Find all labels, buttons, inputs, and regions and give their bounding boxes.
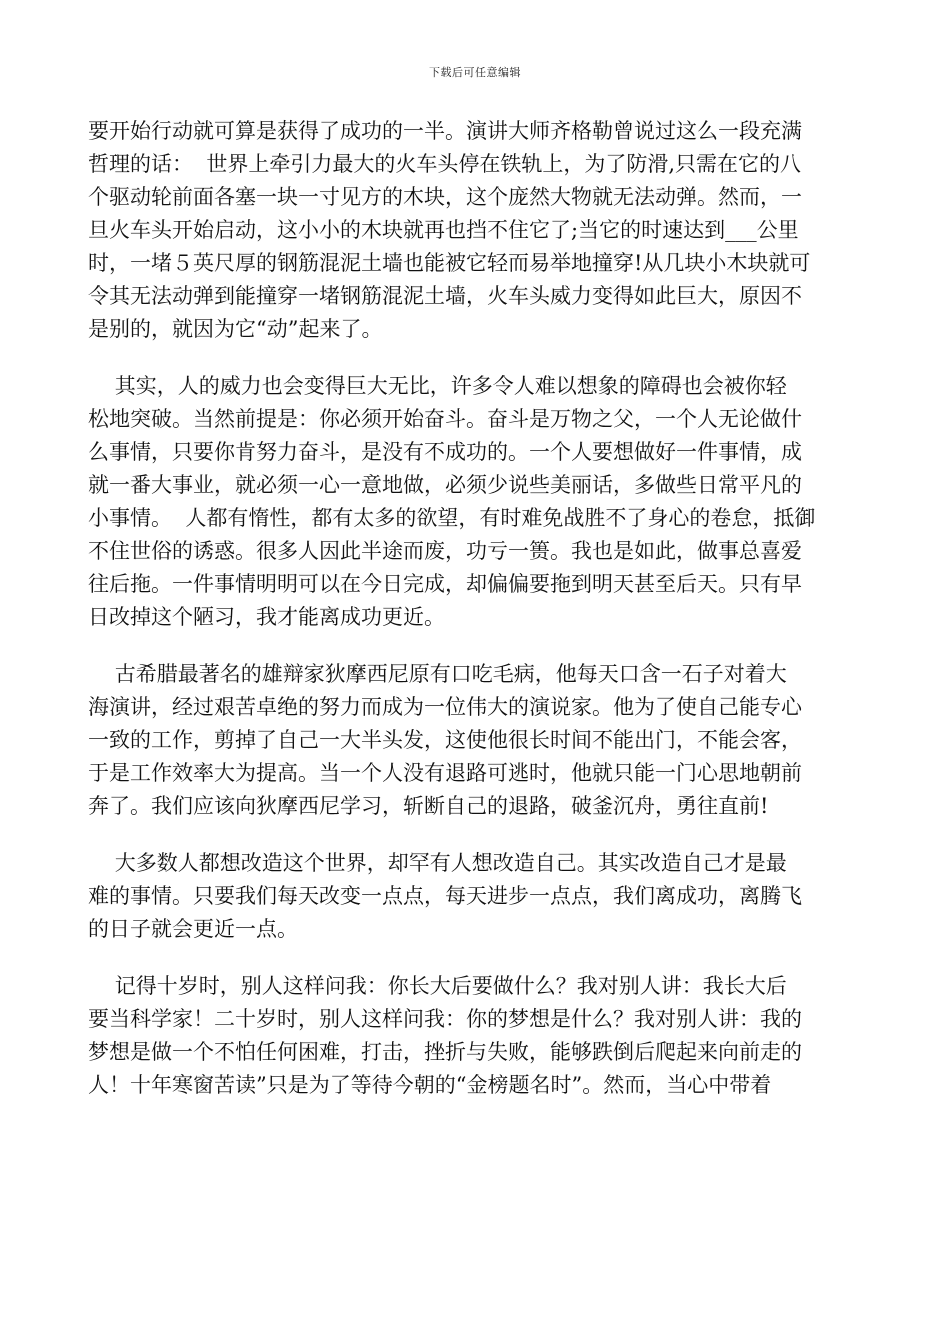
text-line: 奔了。我们应该向狄摩西尼学习，斩断自己的退路，破釜沉舟，勇往直前! [88, 794, 769, 818]
paragraph [88, 115, 860, 346]
text-line: 其实，人的威力也会变得巨大无比，许多令人难以想象的障碍也会被你轻 [88, 374, 787, 398]
page-header: 下载后可任意编辑 [429, 66, 521, 79]
text-line: 要开始行动就可算是获得了成功的一半。演讲大师齐格勒曾说过这么一段充满 [88, 119, 802, 143]
text-line: 就一番大事业，就必须一心一意地做，必须少说些美丽话，多做些日常平凡的 [88, 473, 802, 497]
text-line: 海演讲，经过艰苦卓绝的努力而成为一位伟大的演说家。他为了使自己能专心 [88, 695, 802, 719]
text-line: 时，一堵５英尺厚的钢筋混泥土墙也能被它轻而易举地撞穿!从几块小木块就可 [88, 251, 811, 275]
text-line: 人！十年寒窗苦读”只是为了等待今朝的“金榜题名时”。然而，当心中带着 [88, 1073, 772, 1097]
text-line: 松地突破。当然前提是：你必须开始奋斗。奋斗是万物之父，一个人无论做什 [88, 407, 802, 431]
paragraph [88, 658, 860, 823]
text-line: 哲理的话： 世界上牵引力最大的火车头停在铁轨上，为了防滑,只需在它的八 [88, 152, 802, 176]
text-line: 梦想是做一个不怕任何困难，打击，挫折与失败，能够跌倒后爬起来向前走的 [88, 1040, 802, 1064]
paragraph [88, 970, 860, 1102]
document-body [88, 115, 860, 1126]
text-line: 么事情，只要你肯努力奋斗，是没有不成功的。一个人要想做好一件事情，成 [88, 440, 802, 464]
text-line: 难的事情。只要我们每天改变一点点，每天进步一点点，我们离成功，离腾飞 [88, 884, 802, 908]
text-line: 往后拖。一件事情明明可以在今日完成，却偏偏要拖到明天甚至后天。只有早 [88, 572, 802, 596]
text-line: 不住世俗的诱惑。很多人因此半途而废，功亏一篑。我也是如此，做事总喜爱 [88, 539, 802, 563]
text-line: 令其无法动弹到能撞穿一堵钢筋混泥土墙，火车头威力变得如此巨大，原因不 [88, 284, 802, 308]
text-line: 是别的，就因为它“动”起来了。 [88, 317, 383, 341]
text-line: 的日子就会更近一点。 [88, 917, 298, 941]
text-line: 个驱动轮前面各塞一块一寸见方的木块，这个庞然大物就无法动弹。然而，一 [88, 185, 802, 209]
text-line: 古希腊最著名的雄辩家狄摩西尼原有口吃毛病，他每天口含一石子对着大 [88, 662, 787, 686]
text-line: 记得十岁时，别人这样问我：你长大后要做什么？我对别人讲：我长大后 [88, 974, 787, 998]
text-line: 大多数人都想改造这个世界，却罕有人想改造自己。其实改造自己才是最 [88, 851, 787, 875]
text-line: 旦火车头开始启动，这小小的木块就再也挡不住它了;当它的时速达到___公里 [88, 218, 799, 242]
text-line: 日改掉这个陋习，我才能离成功更近。 [88, 605, 445, 629]
text-line: 于是工作效率大为提高。当一个人没有退路可逃时，他就只能一门心思地朝前 [88, 761, 802, 785]
paragraph [88, 370, 860, 634]
text-line: 要当科学家！二十岁时，别人这样问我：你的梦想是什么？我对别人讲：我的 [88, 1007, 802, 1031]
text-line: 小事情。 人都有惰性，都有太多的欲望，有时难免战胜不了身心的卷怠，抵御 [88, 506, 816, 530]
text-line: 一致的工作，剪掉了自己一大半头发，这使他很长时间不能出门，不能会客， [88, 728, 802, 752]
paragraph [88, 847, 860, 946]
